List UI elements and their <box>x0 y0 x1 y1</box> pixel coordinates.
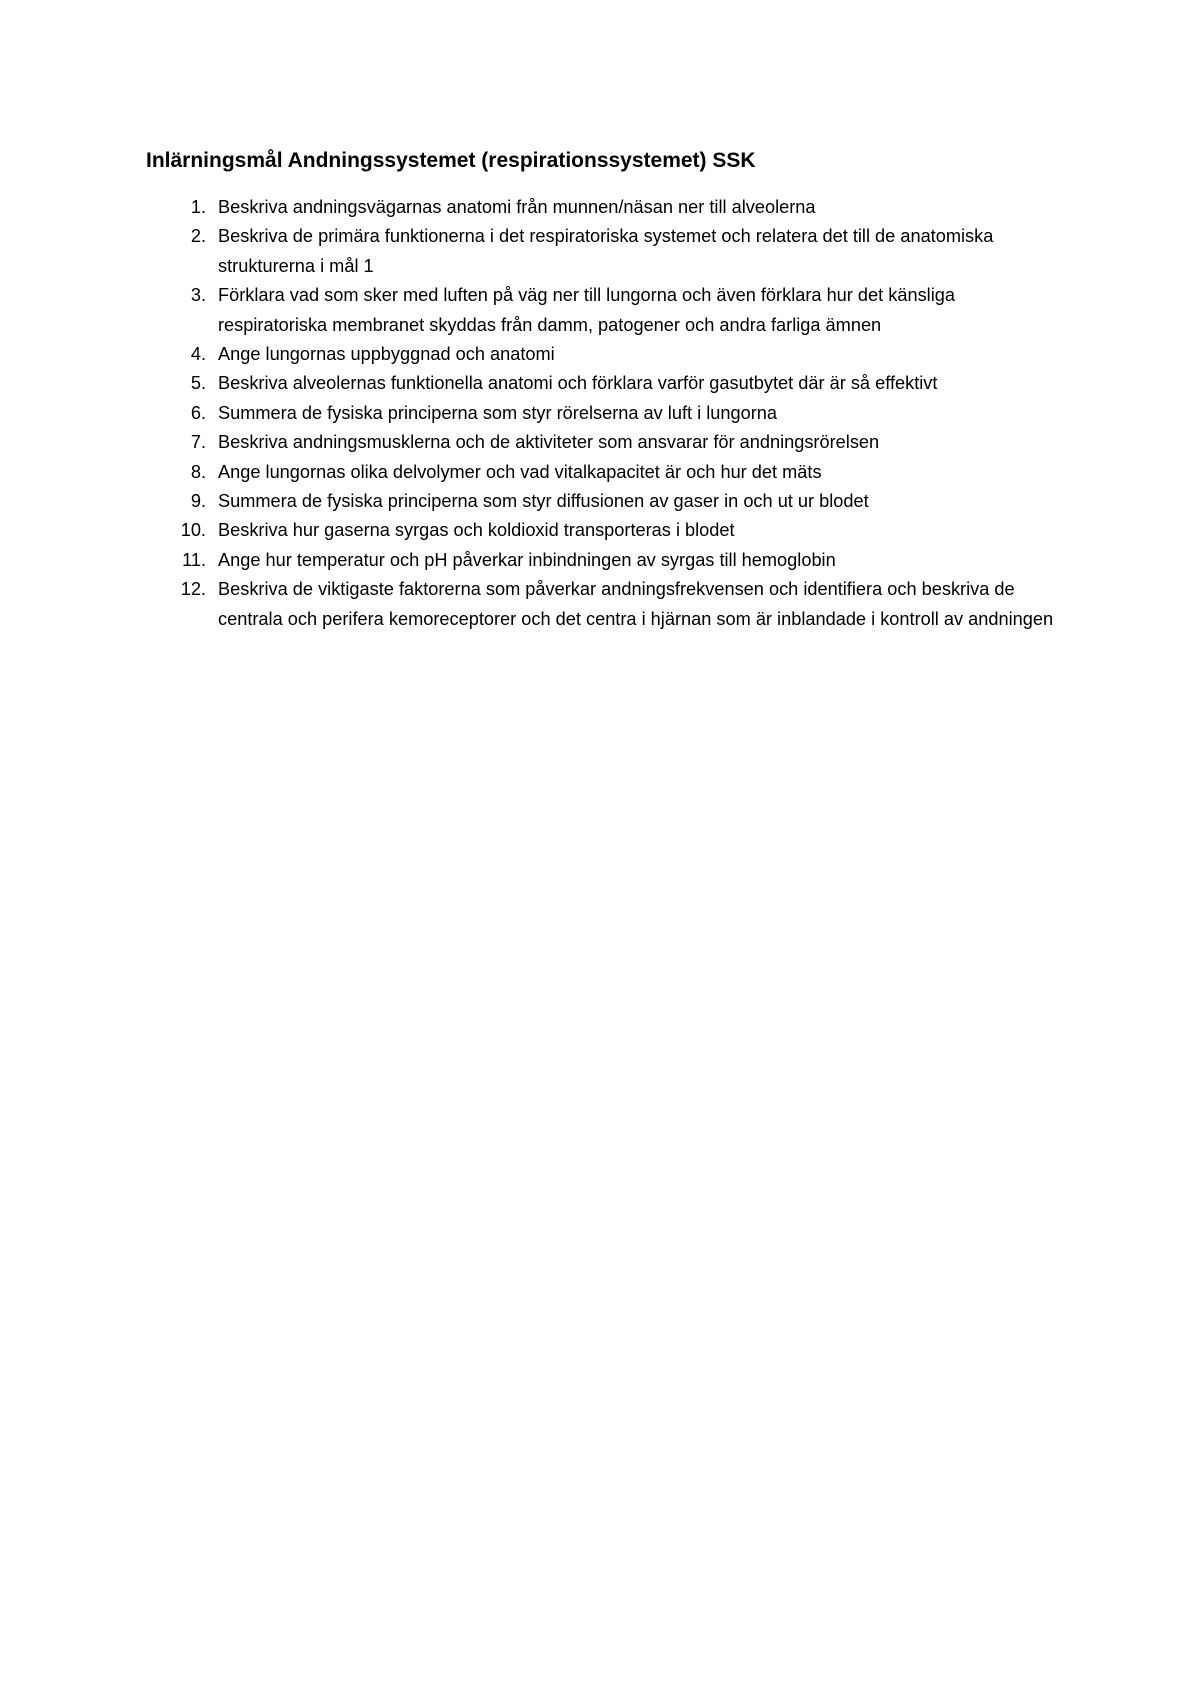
list-item-number: 7. <box>190 432 206 453</box>
list-item-number: 6. <box>190 402 206 423</box>
list-item-text: Beskriva de viktigaste faktorerna som påverkar andningsfrekvensen och identifiera och beskriva de centrala och perifera kemoreceptorer och det centra i hjärnan som är inblandade i kontroll av andningen <box>218 579 1054 629</box>
list-item <box>146 340 1066 369</box>
list-item-text: Summera de fysiska principerna som styr rörelserna av luft i lungorna <box>218 402 777 423</box>
list-item-number: 8. <box>190 461 206 482</box>
list-item-number: 5. <box>190 373 206 394</box>
list-item-text: Beskriva andningsvägarnas anatomi från munnen/näsan ner till alveolerna <box>218 197 816 217</box>
document-title: Inlärningsmål Andningssystemet (respirationssystemet) SSK <box>146 149 756 172</box>
list-item <box>146 281 1066 340</box>
list-item-text: Ange hur temperatur och pH påverkar inbindningen av syrgas till hemoglobin <box>218 549 836 570</box>
list-item-number: 9. <box>190 491 206 512</box>
list-item <box>146 575 1066 634</box>
list-item <box>146 546 1066 575</box>
list-item <box>146 516 1066 545</box>
list-item-number: 2. <box>190 226 206 247</box>
list-item-text: Förklara vad som sker med luften på väg ner till lungorna och även förklara hur det känsliga respiratoriska membranet skyddas från damm, patogener och andra farliga ämnen <box>218 285 955 335</box>
list-item-text: Summera de fysiska principerna som styr diffusionen av gaser in och ut ur blodet <box>218 491 869 512</box>
list-item <box>146 428 1066 457</box>
list-item-number: 12. <box>180 579 206 600</box>
list-item <box>146 369 1066 398</box>
list-item-text: Ange lungornas uppbyggnad och anatomi <box>218 344 555 365</box>
list-item-text: Beskriva hur gaserna syrgas och koldioxid transporteras i blodet <box>218 520 735 541</box>
list-item-text: Beskriva andningsmusklerna och de aktiviteter som ansvarar för andningsrörelsen <box>218 432 880 453</box>
list-item <box>146 458 1066 487</box>
list-item <box>146 399 1066 428</box>
list-item-number: 11. <box>182 549 206 570</box>
list-item-number: 3. <box>190 285 206 306</box>
list-item-text: Beskriva alveolernas funktionella anatomi och förklara varför gasutbytet där är så effektivt <box>218 373 938 394</box>
list-item-number: 1. <box>190 197 206 217</box>
list-item-number: 4. <box>190 344 206 365</box>
list-item-text: Ange lungornas olika delvolymer och vad vitalkapacitet är och hur det mäts <box>218 461 822 482</box>
learning-objectives-list <box>146 193 1066 634</box>
list-item <box>146 222 1066 281</box>
list-item-number: 10. <box>180 520 206 541</box>
list-item-text: Beskriva de primära funktionerna i det respiratoriska systemet och relatera det till de anatomiska strukturerna i mål 1 <box>218 226 994 276</box>
list-item <box>146 193 1066 222</box>
list-item <box>146 487 1066 516</box>
